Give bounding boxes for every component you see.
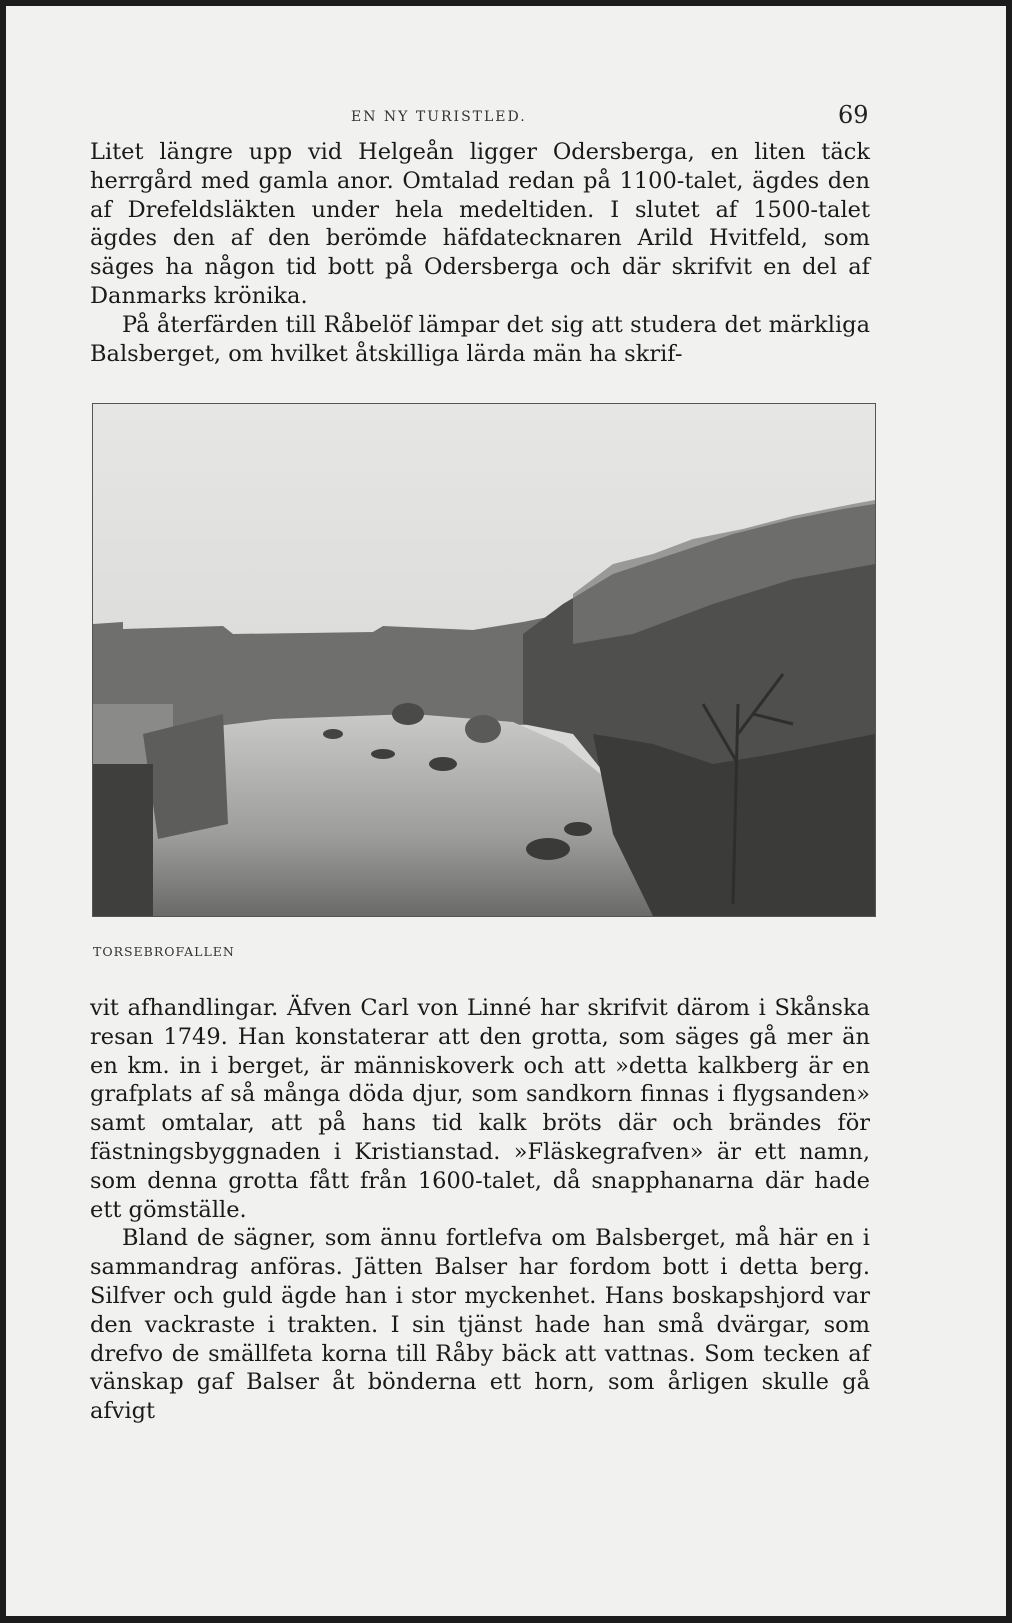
paragraph-balsberget-intro: På återfärden till Råbelöf lämpar det sig att studera det märkliga Balsberget, om hvilket åtskilliga lärda män ha skrif- xyxy=(90,311,870,367)
paragraph-odersberga: Litet längre upp vid Helgeån ligger Odersberga, en liten täck herrgård med gamla anor. Omtalad redan på 1100-talet, ägdes den af Drefeldsläkten under hela medeltiden. I slutet af 1500-talet ägdes den af den berömde häfdatecknaren Arild Hvitfeld, som säges ha någon tid bott på Odersberga och där skrifvit en del af Danmarks krönika. xyxy=(90,139,870,309)
text-block-bottom xyxy=(90,994,870,1426)
rock xyxy=(526,838,570,860)
page-number: 69 xyxy=(838,101,869,129)
rock xyxy=(465,715,501,743)
page-header xyxy=(6,101,1006,131)
rock xyxy=(564,822,592,836)
text-block-top xyxy=(90,138,870,368)
paragraph-linne: vit afhandlingar. Äfven Carl von Linné har skrifvit därom i Skånska resan 1749. Han konstaterar att den grotta, som säges gå mer än en km. in i berget, är människoverk och att »detta kalkberg är en grafplats af så många döda djur, som sandkorn finnas i flygsanden» samt omtalar, att på hans tid kalk bröts där och brändes för fästningsbyggnaden i Kristianstad. »Fläskegrafven» är ett namn, som denna grotta fått från 1600-talet, då snapphanarna där hade ett gömställe. xyxy=(90,995,870,1223)
running-title: EN NY TURISTLED. xyxy=(351,109,527,125)
rock xyxy=(323,729,343,739)
book-page xyxy=(6,6,1006,1616)
figure-caption: TORSEBROFALLEN xyxy=(93,944,235,959)
left-bank xyxy=(93,764,153,916)
rock xyxy=(371,749,395,759)
stone-wall xyxy=(143,714,228,839)
rock xyxy=(392,703,424,725)
river-landscape-photo xyxy=(93,404,875,916)
rock xyxy=(429,757,457,771)
paragraph-balser-legend: Bland de sägner, som ännu fortlefva om Balsberget, må här en i sammandrag anföras. Jätten Balser har fordom bott i detta berg. Silfver och guld ägde han i stor myckenhet. Hans boskapshjord var den vackraste i trakten. I sin tjänst hade han små dvärgar, som drefvo de smällfeta korna till Råby bäck att vattnas. Som tecken af vänskap gaf Balser åt bönderna ett horn, som årligen skulle gå afvigt xyxy=(90,1225,870,1425)
photograph-torsebrofallen xyxy=(92,403,876,917)
